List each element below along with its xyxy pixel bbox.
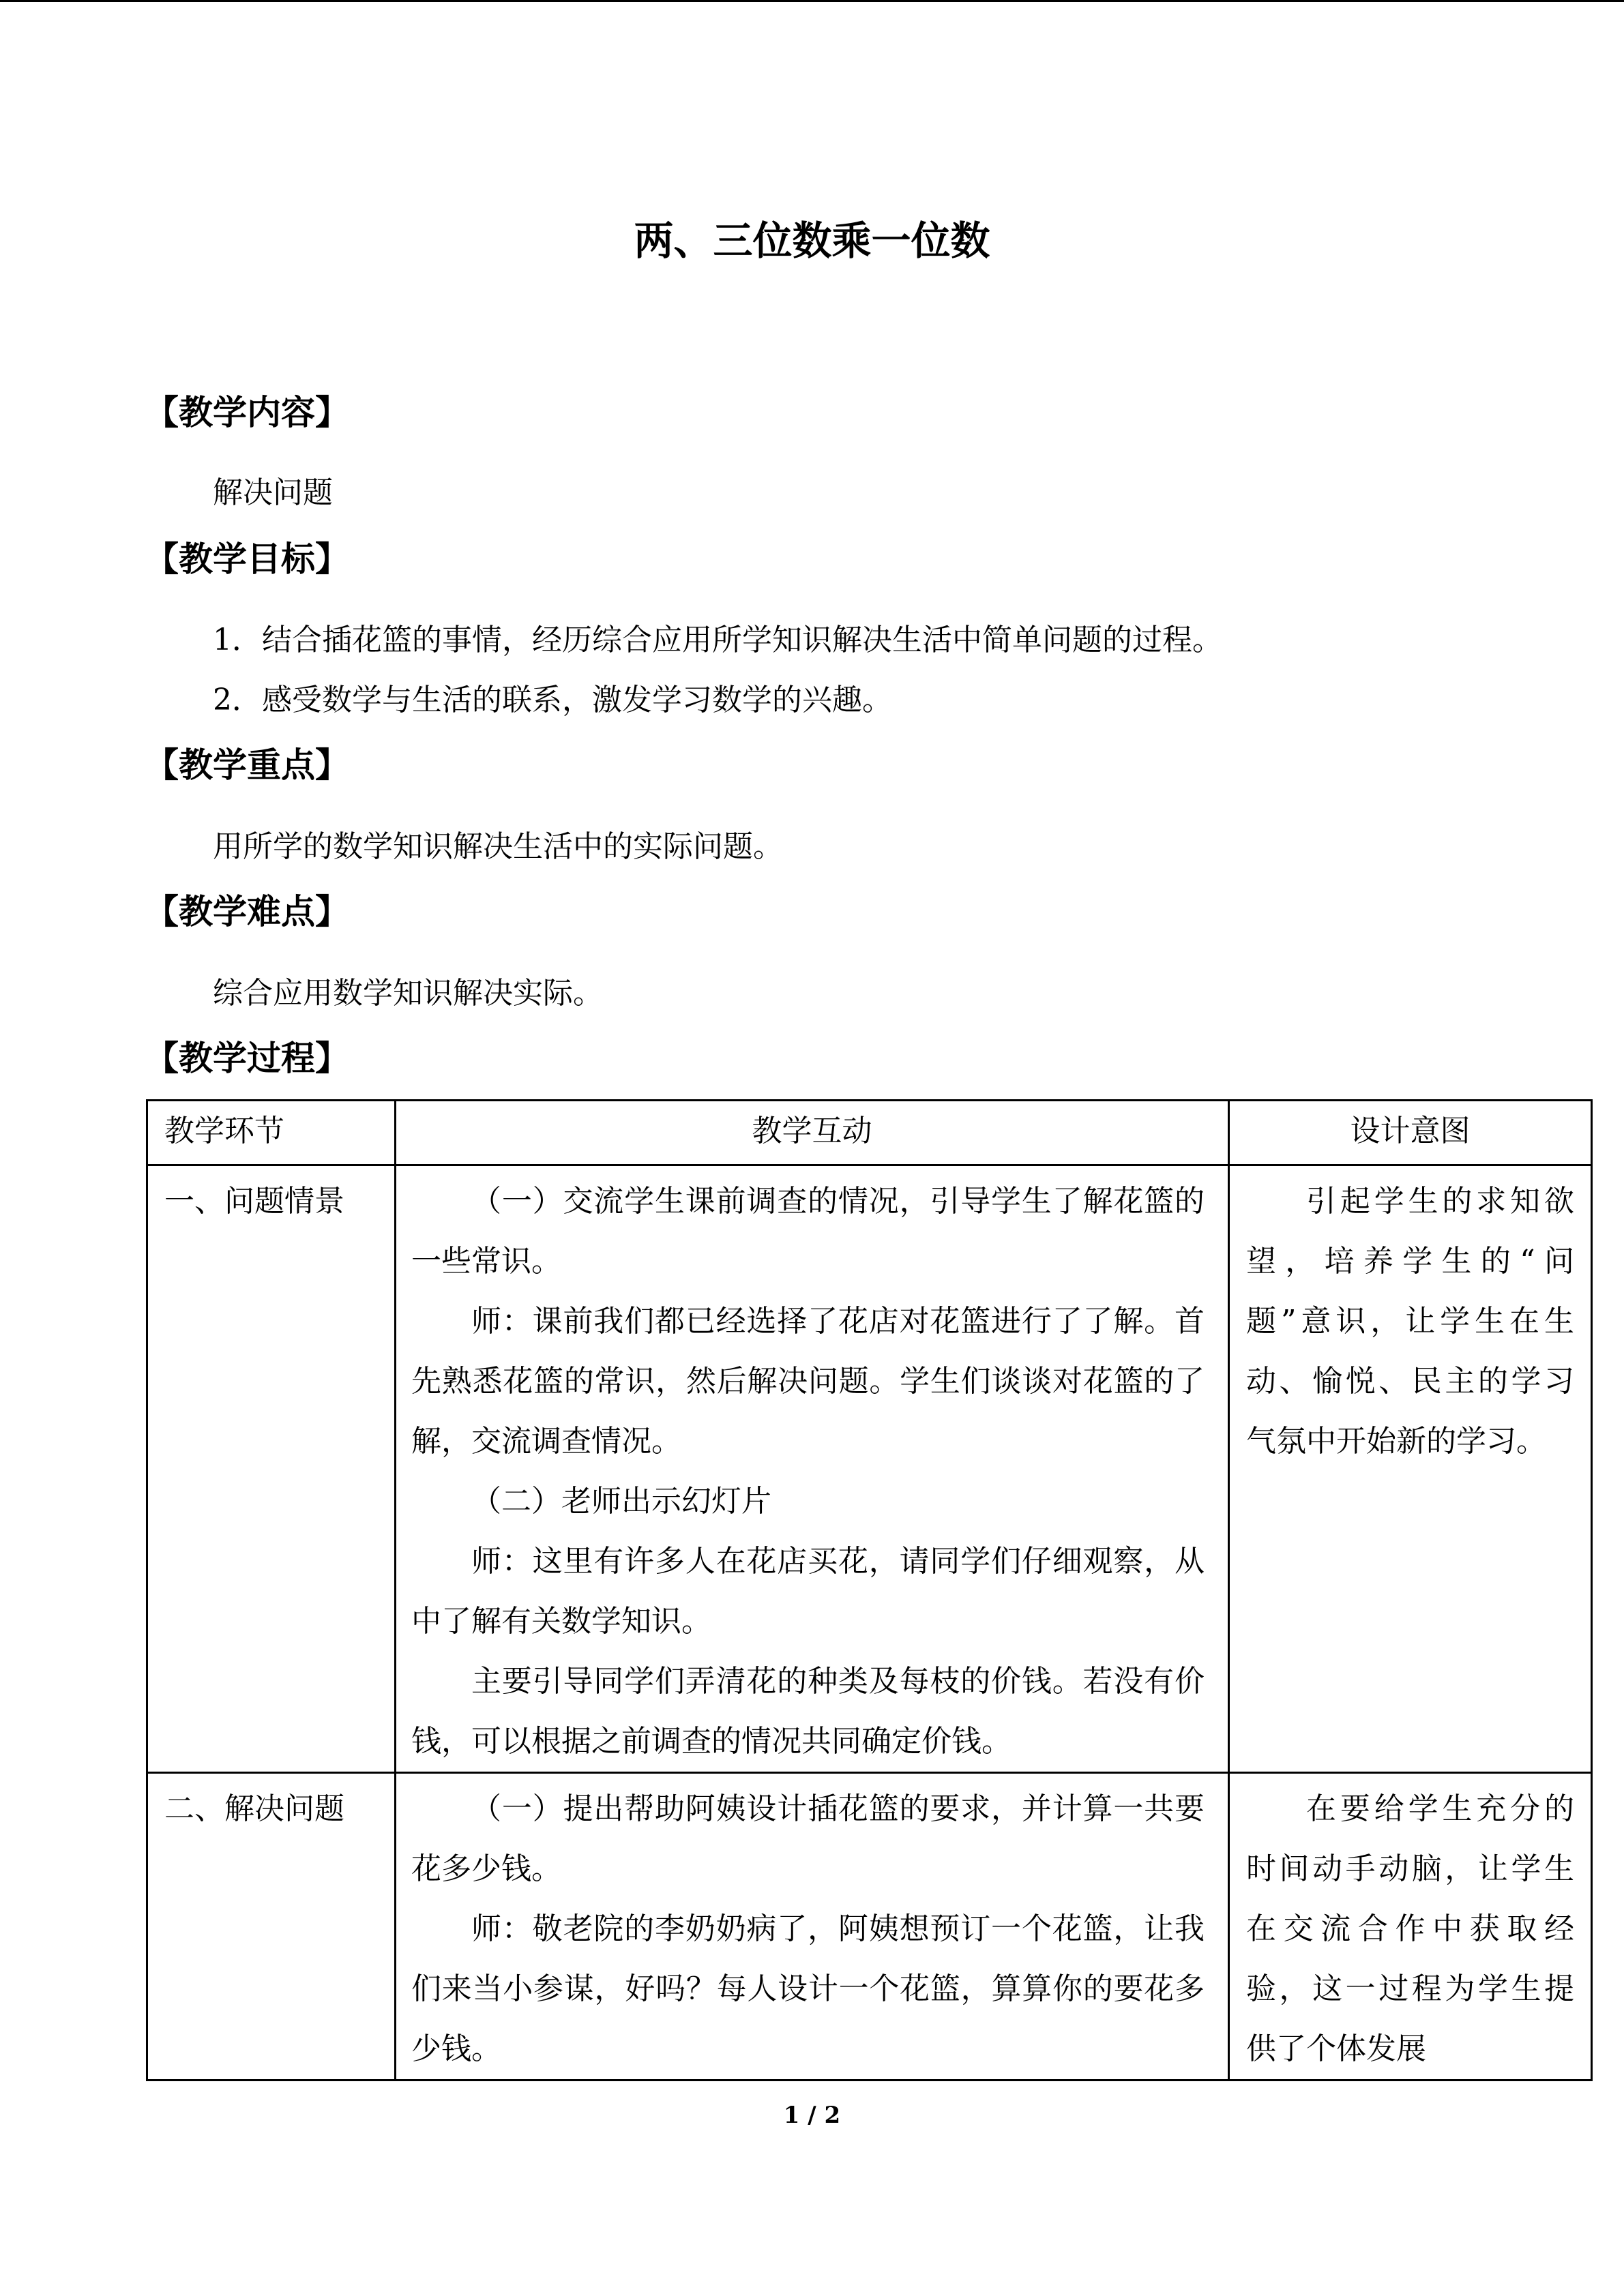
table-row — [147, 1773, 1592, 2081]
page-number: 1 / 2 — [783, 2102, 841, 2129]
interaction-cell — [396, 1165, 1229, 1773]
goal-item-1: 1．结合插花篮的事情，经历综合应用所学知识解决生活中简单问题的过程。 — [213, 623, 1222, 657]
table-row — [147, 1165, 1592, 1773]
section-text-content: 解决问题 — [213, 475, 333, 510]
section-heading-difficulty: 【教学难点】 — [145, 891, 349, 931]
header-stage: 教学环节 — [147, 1101, 396, 1165]
header-intent: 设计意图 — [1229, 1101, 1592, 1165]
teaching-process-table — [146, 1099, 1593, 2081]
section-heading-process: 【教学过程】 — [145, 1038, 349, 1078]
stage-cell: 一、问题情景 — [147, 1165, 396, 1773]
interaction-paragraph: （一）提出帮助阿姨设计插花篮的要求，并计算一共要花多少钱。 — [411, 1791, 1205, 1886]
interaction-paragraph: 师：这里有许多人在花店买花，请同学们仔细观察，从中了解有关数学知识。 — [411, 1544, 1205, 1639]
intent-cell — [1229, 1773, 1592, 2081]
interaction-paragraph: 师：敬老院的李奶奶病了，阿姨想预订一个花篮，让我们来当小参谋，好吗？每人设计一个花篮，算算你的要花多少钱。 — [411, 1911, 1205, 2066]
interaction-paragraph: （二）老师出示幻灯片 — [471, 1484, 771, 1519]
table-header-row — [147, 1101, 1592, 1165]
interaction-paragraph: 师：课前我们都已经选择了花店对花篮进行了了解。首先熟悉花篮的常识，然后解决问题。学生们谈谈对花篮的了解，交流调查情况。 — [411, 1304, 1205, 1459]
section-heading-goals: 【教学目标】 — [145, 539, 349, 579]
interaction-paragraph: 主要引导同学们弄清花的种类及每枝的价钱。若没有价钱，可以根据之前调查的情况共同确定价钱。 — [411, 1664, 1205, 1759]
stage-cell: 二、解决问题 — [147, 1773, 396, 2081]
section-heading-key: 【教学重点】 — [145, 745, 349, 785]
goal-item-2: 2．感受数学与生活的联系，激发学习数学的兴趣。 — [213, 683, 892, 717]
intent-cell — [1229, 1165, 1592, 1773]
document-title: 两、三位数乘一位数 — [634, 218, 990, 264]
section-text-difficulty: 综合应用数学知识解决实际。 — [213, 976, 603, 1011]
intent-paragraph: 引起学生的求知欲望，培养学生的“问题”意识，让学生在生动、愉悦、民主的学习气氛中开始新的学习。 — [1246, 1184, 1574, 1459]
section-text-key: 用所学的数学知识解决生活中的实际问题。 — [213, 829, 783, 864]
interaction-cell — [396, 1773, 1229, 2081]
page-top-border — [0, 0, 1624, 2]
header-interaction: 教学互动 — [396, 1101, 1229, 1165]
section-heading-content: 【教学内容】 — [145, 392, 349, 432]
interaction-paragraph: （一）交流学生课前调查的情况，引导学生了解花篮的一些常识。 — [411, 1184, 1205, 1279]
intent-paragraph: 在要给学生充分的时间动手动脑，让学生在交流合作中获取经验，这一过程为学生提供了个体发展 — [1246, 1791, 1574, 2066]
